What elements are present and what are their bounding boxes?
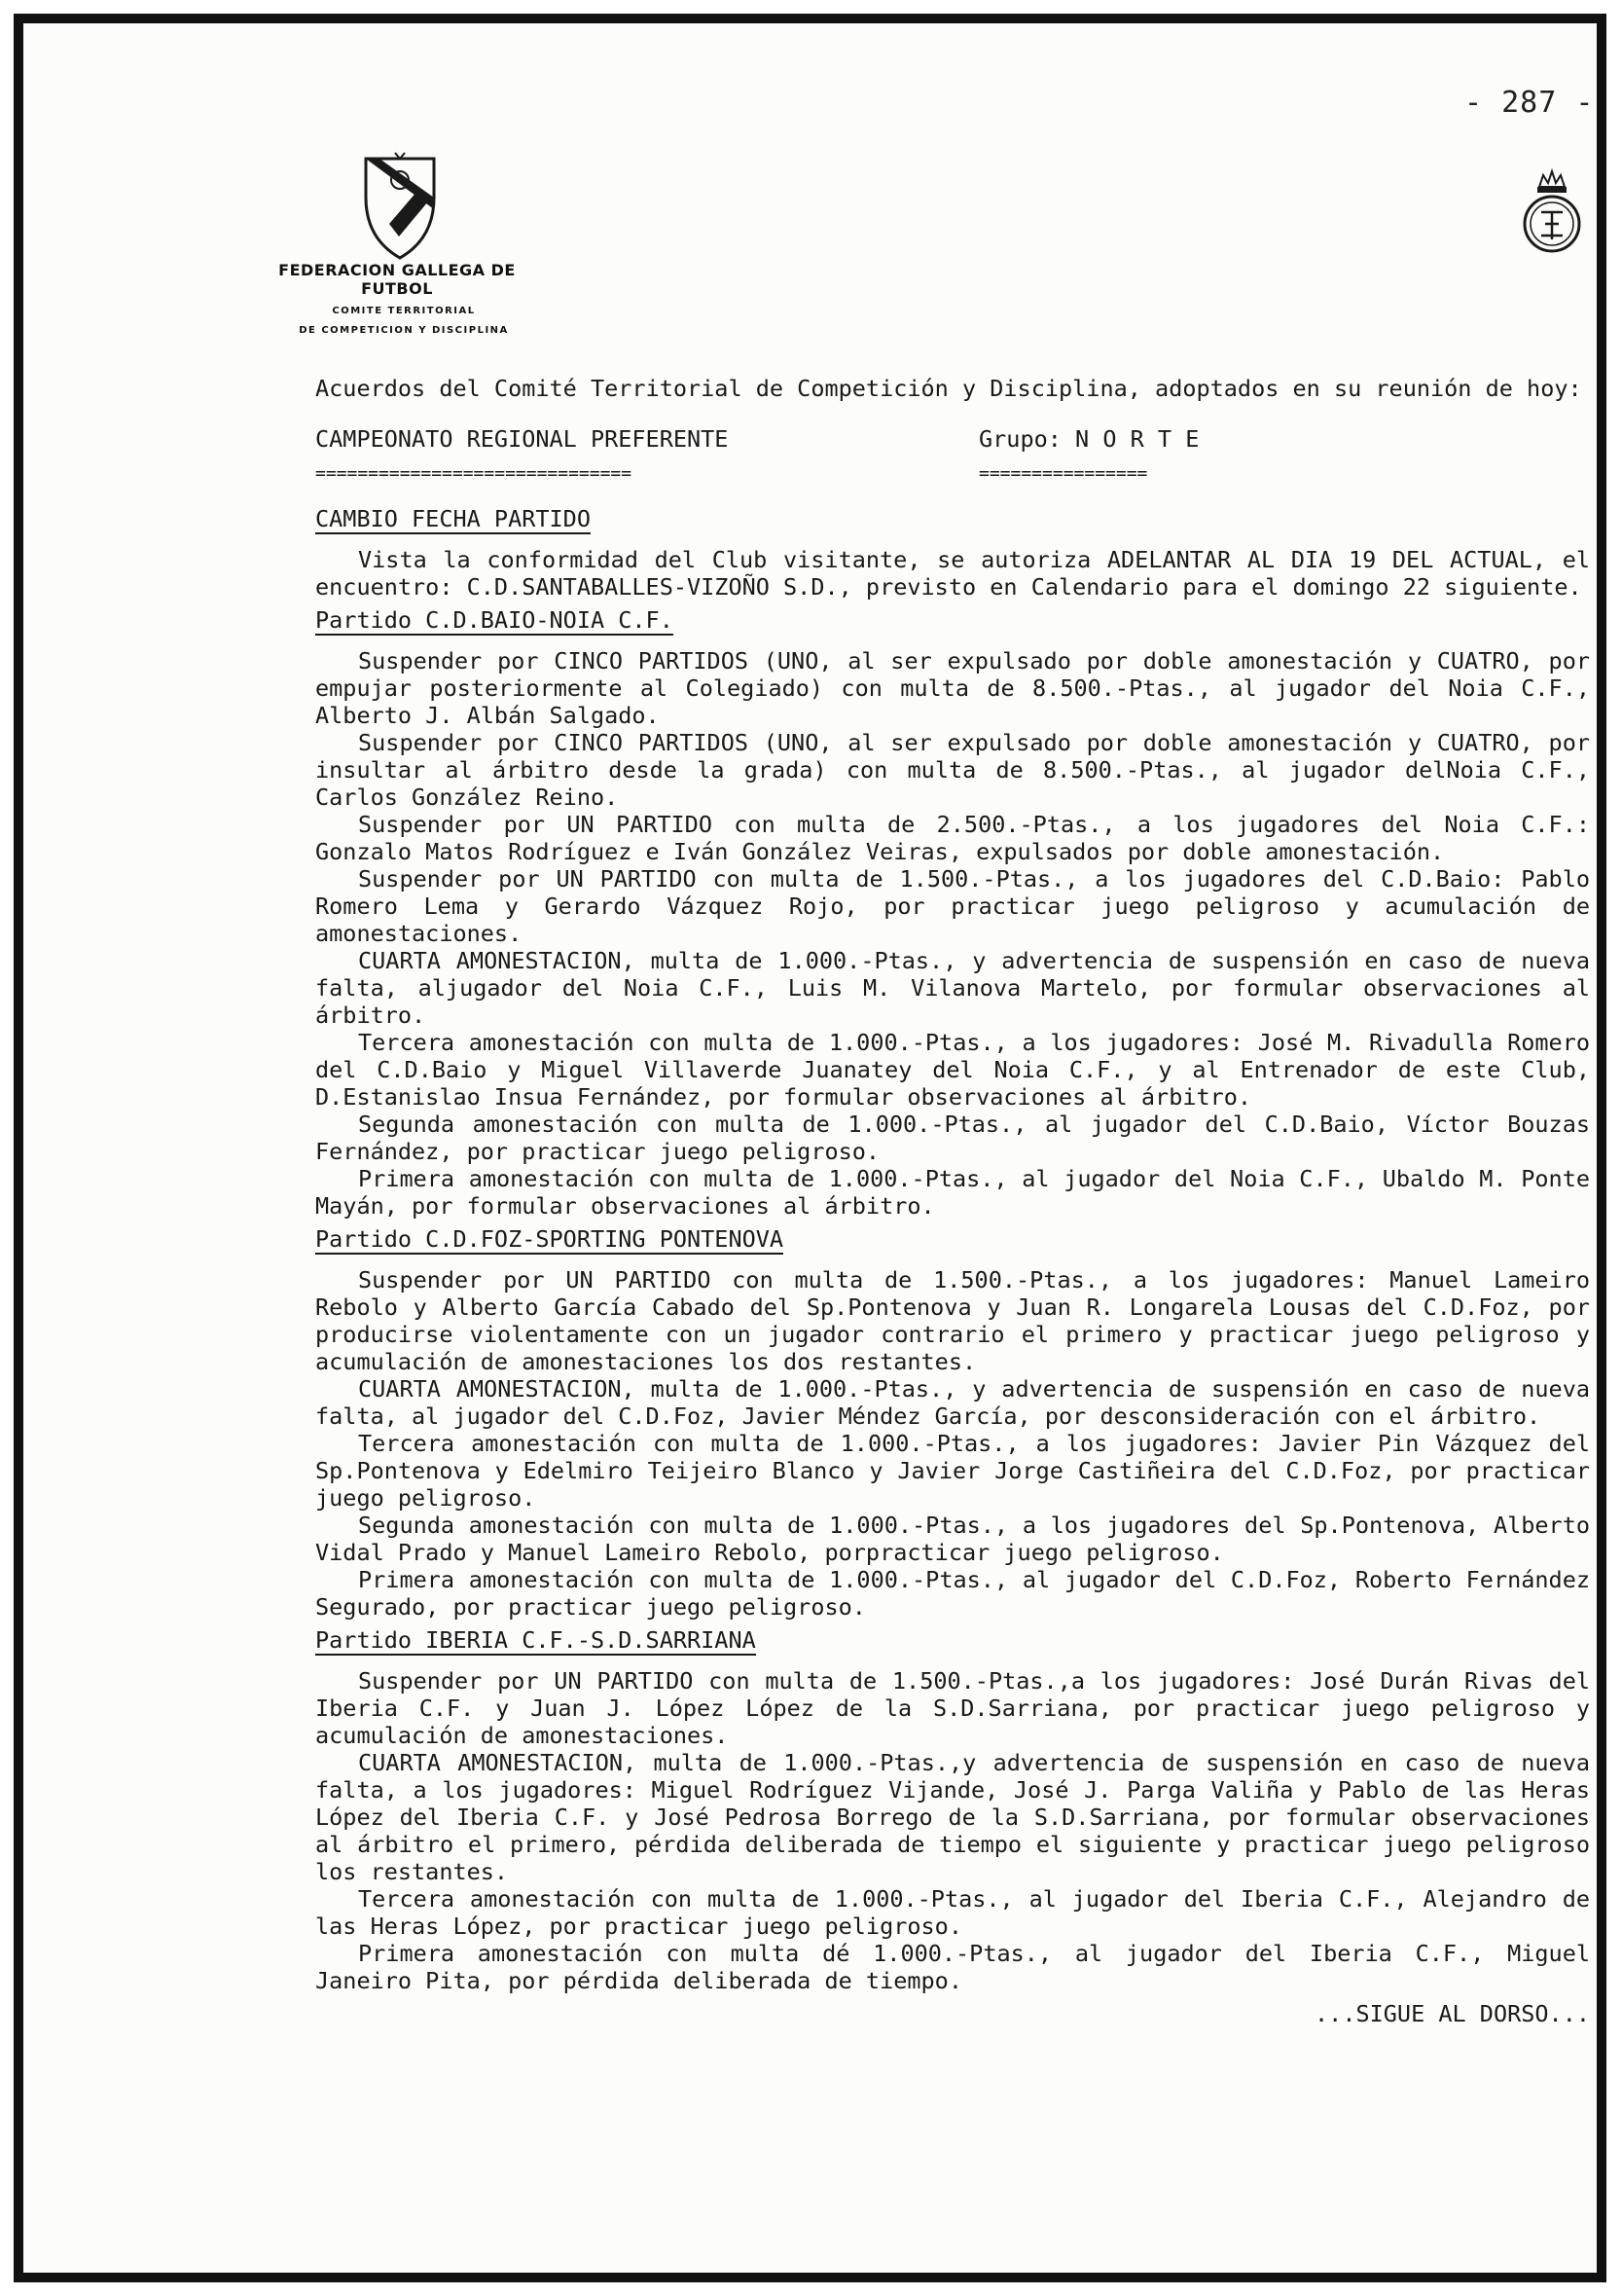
resolution-paragraph: Primera amonestación con multa dé 1.000.-Ptas., al jugador del Iberia C.F., Miguel Janeiro Pita, por pérdida deliberada de tiempo. — [315, 1940, 1590, 1994]
federation-crest-logo — [360, 151, 440, 263]
resolution-paragraph: Suspender por UN PARTIDO con multa de 1.500.-Ptas., a los jugadores: Manuel Lameiro Rebolo y Alberto García Cabado del Sp.Pontenova y Juan R. Longarela Lousas del C.D.Foz, por producirse violentamente con un jugador contrario el primero y practicar juego peligroso y acumulación de amonestaciones los dos restantes. — [315, 1266, 1590, 1375]
resolution-paragraph: Vista la conformidad del Club visitante, se autoriza ADELANTAR AL DIA 19 DEL ACTUAL, el encuentro: C.D.SANTABALLES-VIZOÑO S.D., previsto en Calendario para el domingo 22 siguiente. — [315, 546, 1590, 601]
committee-line-2: DE COMPETICION Y DISCIPLINA — [299, 325, 509, 336]
resolution-paragraph: Tercera amonestación con multa de 1.000.-Ptas., al jugador del Iberia C.F., Alejandro de las Heras López, por practicar juego peligroso. — [315, 1885, 1590, 1940]
resolution-paragraph: Tercera amonestación con multa de 1.000.-Ptas., a los jugadores: Javier Pin Vázquez del Sp.Pontenova y Edelmiro Teijeiro Blanco y Javier Jorge Castiñeira del C.D.Foz, por practicar juego peligroso. — [315, 1430, 1590, 1512]
section-heading: CAMBIO FECHA PARTIDO — [315, 505, 591, 532]
resolution-paragraph: Primera amonestación con multa de 1.000.-Ptas., al jugador del Noia C.F., Ubaldo M. Ponte Mayán, por formular observaciones al árbitro. — [315, 1165, 1590, 1220]
section-heading: Partido C.D.FOZ-SPORTING PONTENOVA — [315, 1225, 784, 1253]
continuation-note: ...SIGUE AL DORSO... — [1315, 2000, 1590, 2027]
page-number: - 287 - — [1464, 86, 1595, 120]
section-cambio-fecha — [315, 505, 1590, 601]
competition-group: Grupo: N O R T E — [979, 425, 1200, 453]
section-foz-pontenova — [315, 1225, 1590, 1621]
resolution-paragraph: Segunda amonestación con multa de 1.000.-Ptas., a los jugadores del Sp.Pontenova, Alberto Vidal Prado y Manuel Lameiro Rebolo, porpracticar juego peligroso. — [315, 1512, 1590, 1566]
resolution-paragraph: Tercera amonestación con multa de 1.000.-Ptas., a los jugadores: José M. Rivadulla Romero del C.D.Baio y Miguel Villaverde Juanatey del Noia C.F., y al Entrenador de este Club, D.Estanislao Insua Fernández, por formular observaciones al árbitro. — [315, 1029, 1590, 1111]
royal-federation-emblem-logo — [1518, 167, 1586, 257]
resolution-paragraph: Suspender por CINCO PARTIDOS (UNO, al ser expulsado por doble amonestación y CUATRO, por insultar al árbitro desde la grada) con multa de 8.500.-Ptas., al jugador delNoia C.F., Carlos González Reino. — [315, 729, 1590, 811]
section-iberia-sarriana — [315, 1626, 1590, 1994]
competition-name-rule: ============================== — [315, 463, 632, 484]
committee-line-1: COMITE TERRITORIAL — [332, 306, 476, 316]
resolution-paragraph: Suspender por UN PARTIDO con multa de 1.500.-Ptas.,a los jugadores: José Durán Rivas del Iberia C.F. y Juan J. López López de la S.D.Sarriana, por practicar juego peligroso y acumulación de amonestaciones. — [315, 1667, 1590, 1749]
competition-name: CAMPEONATO REGIONAL PREFERENTE — [315, 425, 729, 453]
section-heading: Partido IBERIA C.F.-S.D.SARRIANA — [315, 1626, 756, 1654]
section-heading: Partido C.D.BAIO-NOIA C.F. — [315, 606, 673, 634]
section-baio-noia — [315, 606, 1590, 1220]
resolution-paragraph: CUARTA AMONESTACION, multa de 1.000.-Ptas.,y advertencia de suspensión en caso de nueva falta, a los jugadores: Miguel Rodríguez Vijande, José J. Parga Valiña y Pablo de las Heras López del Iberia C.F. y José Pedrosa Borrego de la S.D.Sarriana, por formular observaciones al árbitro el primero, pérdida deliberada de tiempo el siguiente y practicar juego peligroso los restantes. — [315, 1749, 1590, 1885]
competition-name-block — [315, 425, 728, 488]
competition-group-rule: ================ — [979, 463, 1148, 484]
resolution-paragraph: CUARTA AMONESTACION, multa de 1.000.-Ptas., y advertencia de suspensión en caso de nueva falta, al jugador del C.D.Foz, Javier Méndez García, por desconsideración con el árbitro. — [315, 1375, 1590, 1430]
resolution-paragraph: Segunda amonestación con multa de 1.000.-Ptas., al jugador del C.D.Baio, Víctor Bouzas Fernández, por practicar juego peligroso. — [315, 1111, 1590, 1165]
intro-text: Acuerdos del Comité Territorial de Competición y Disciplina, adoptados en su reunión de hoy: — [315, 375, 1582, 402]
competition-group-block — [979, 425, 1199, 488]
competition-header — [315, 425, 1590, 488]
resolution-paragraph: Primera amonestación con multa de 1.000.-Ptas., al jugador del C.D.Foz, Roberto Fernández Segurado, por practicar juego peligroso. — [315, 1566, 1590, 1621]
document-body — [315, 375, 1590, 2027]
resolution-paragraph: Suspender por UN PARTIDO con multa de 1.500.-Ptas., a los jugadores del C.D.Baio: Pablo Romero Lema y Gerardo Vázquez Rojo, por practicar juego peligroso y acumulación de amonestaciones. — [315, 865, 1590, 947]
resolution-paragraph: CUARTA AMONESTACION, multa de 1.000.-Ptas., y advertencia de suspensión en caso de nueva falta, aljugador del Noia C.F., Luis M. Vilanova Martelo, por formular observaciones al árbitro. — [315, 947, 1590, 1029]
resolution-paragraph: Suspender por UN PARTIDO con multa de 2.500.-Ptas., a los jugadores del Noia C.F.: Gonzalo Matos Rodríguez e Iván González Veiras, expulsados por doble amonestación. — [315, 811, 1590, 865]
federation-name: FEDERACION GALLEGA DE FUTBOL — [278, 261, 516, 298]
resolution-paragraph: Suspender por CINCO PARTIDOS (UNO, al ser expulsado por doble amonestación y CUATRO, por empujar posteriormente al Colegiado) con multa de 8.500.-Ptas., al jugador del Noia C.F., Alberto J. Albán Salgado. — [315, 647, 1590, 729]
